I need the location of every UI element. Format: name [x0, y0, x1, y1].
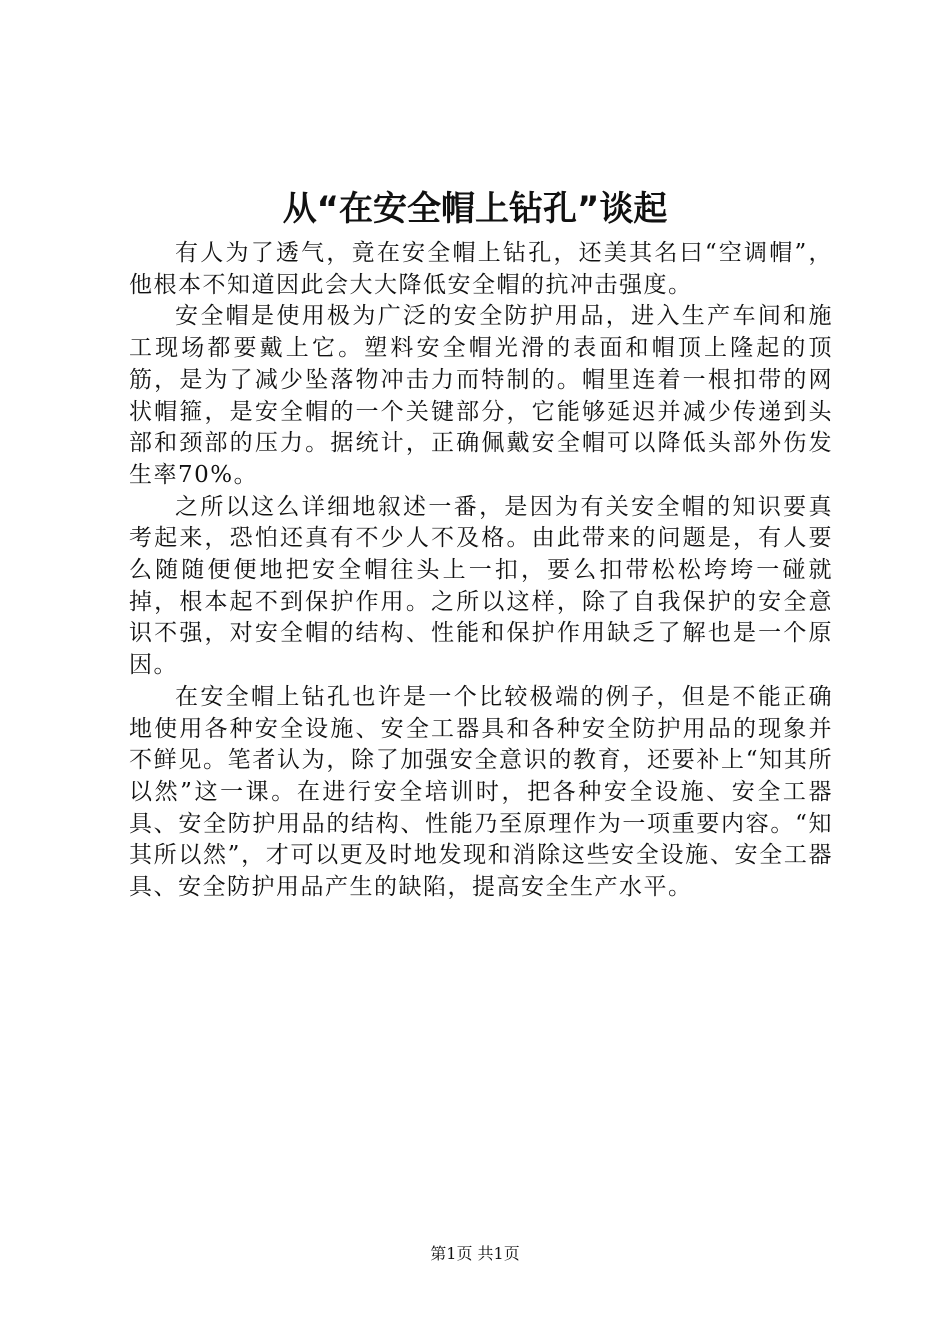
page-footer: 第1页 共1页	[430, 1244, 520, 1263]
paragraph-2: 安全帽是使用极为广泛的安全防护用品，进入生产车间和施工现场都要戴上它。塑料安全帽光滑的表面和帽顶上隆起的顶筋，是为了减少坠落物冲击力而特制的。帽里连着一根扣带的网状帽箍，是安全帽的一个关键部分，它能够延迟并减少传递到头部和颈部的压力。据统计，正确佩戴安全帽可以降低头部外伤发生率70%。	[129, 303, 833, 488]
paragraph-1: 有人为了透气，竟在安全帽上钻孔，还美其名曰“空调帽”，他根本不知道因此会大大降低安全帽的抗冲击强度。	[129, 240, 833, 298]
document-title: 从“在安全帽上钻孔”谈起	[282, 189, 668, 229]
document-body	[129, 238, 833, 904]
paragraph-4: 在安全帽上钻孔也许是一个比较极端的例子，但是不能正确地使用各种安全设施、安全工器具和各种安全防护用品的现象并不鲜见。笔者认为，除了加强安全意识的教育，还要补上“知其所以然”这一课。在进行安全培训时，把各种安全设施、安全工器具、安全防护用品的结构、性能乃至原理作为一项重要内容。“知其所以然”，才可以更及时地发现和消除这些安全设施、安全工器具、安全防护用品产生的缺陷，提高安全生产水平。	[129, 683, 833, 901]
paragraph-3: 之所以这么详细地叙述一番，是因为有关安全帽的知识要真考起来，恐怕还真有不少人不及格。由此带来的问题是，有人要么随随便便地把安全帽往头上一扣，要么扣带松松垮垮一碰就掉，根本起不到保护作用。之所以这样，除了自我保护的安全意识不强，对安全帽的结构、性能和保护作用缺乏了解也是一个原因。	[129, 493, 833, 679]
